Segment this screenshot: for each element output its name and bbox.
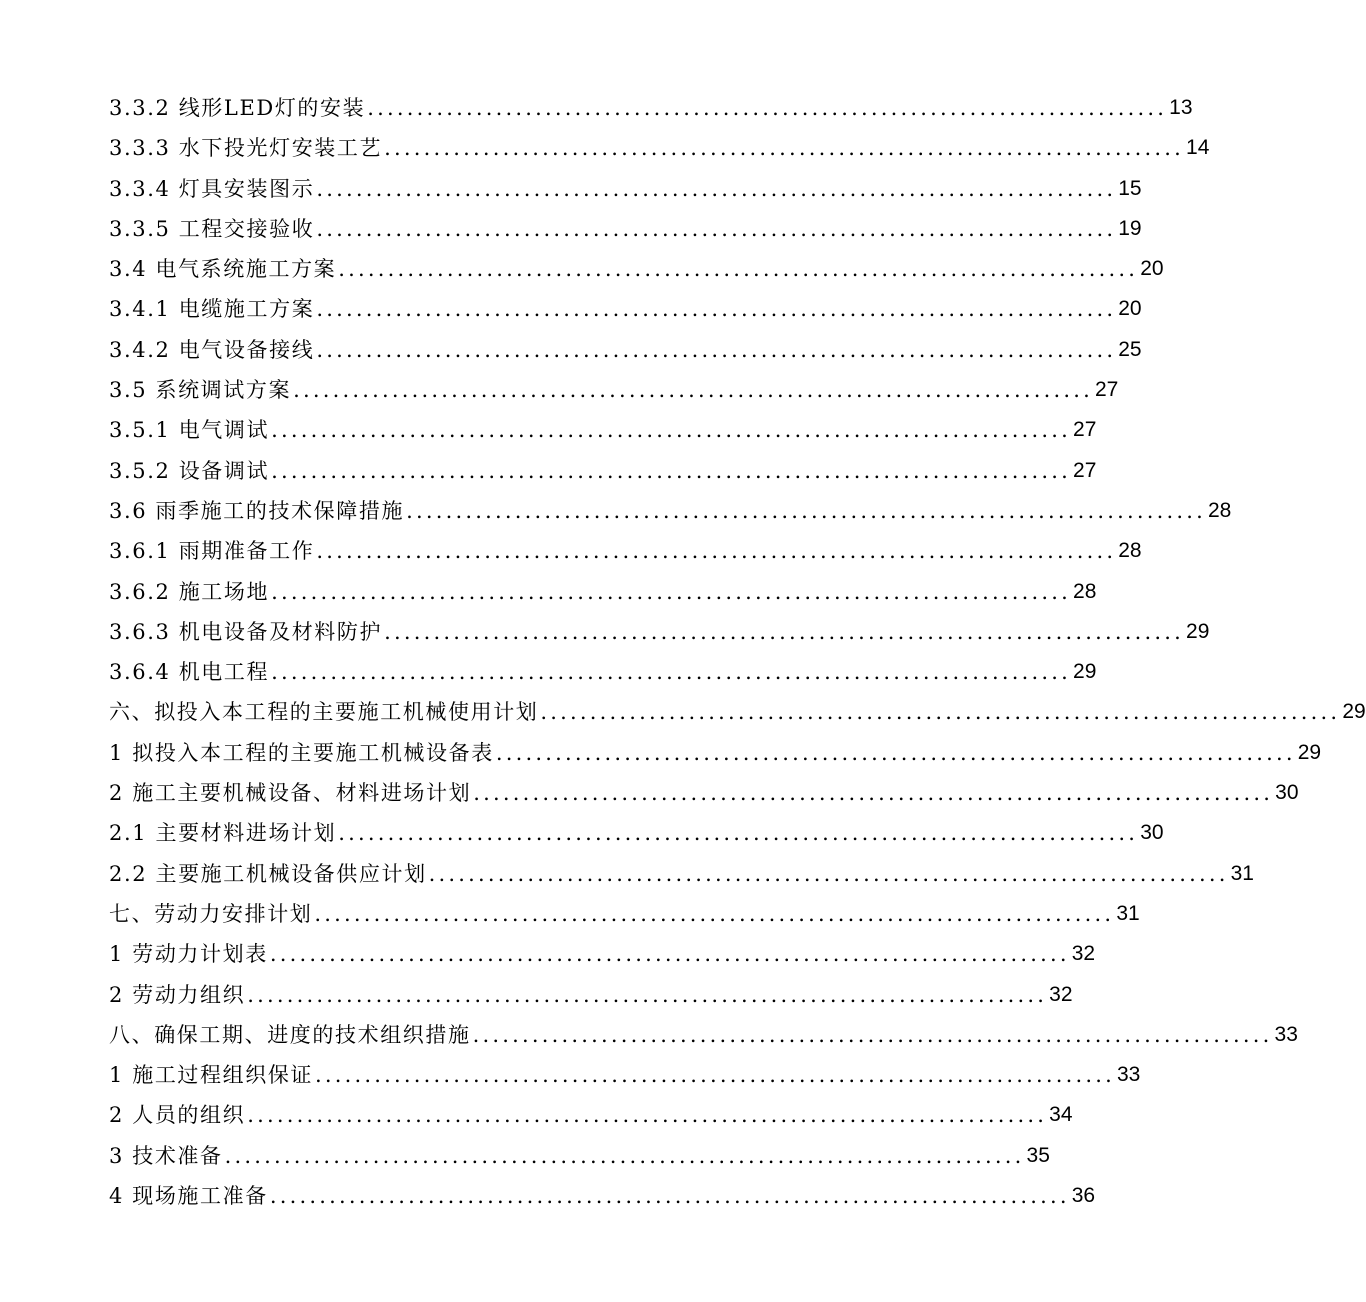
toc-dot-leader: ................................................................................. (314, 901, 1115, 926)
toc-entry-page: 30 (1140, 821, 1164, 845)
toc-entry-title: 2 施工主要机械设备、材料进场计划 (109, 781, 472, 806)
toc-dot-leader: ................................................................................. (293, 378, 1093, 403)
toc-dot-leader: ................................................................................. (495, 740, 1296, 765)
toc-dot-leader: ................................................................................. (316, 176, 1117, 201)
toc-entry-title: 3.3.2 线形LED灯的安装 (109, 96, 366, 120)
toc-entry-title: 3.3.3 水下投光灯安装工艺 (109, 136, 383, 161)
toc-entry-page: 15 (1118, 176, 1142, 200)
toc-entry[interactable] (109, 209, 1142, 249)
toc-entry-title: 七、劳动力安排计划 (109, 901, 313, 926)
toc-entry[interactable] (109, 289, 1142, 329)
toc-dot-leader: ................................................................................. (428, 861, 1229, 886)
toc-entry[interactable] (109, 451, 1097, 491)
toc-entry-page: 14 (1186, 136, 1210, 160)
toc-entry-title: 3.6.1 雨期准备工作 (109, 539, 315, 564)
toc-entry-title: 3.6 雨季施工的技术保障措施 (109, 498, 405, 523)
toc-entry-title: 1 拟投入本工程的主要施工机械设备表 (109, 740, 494, 765)
toc-entry-page: 19 (1118, 216, 1142, 240)
toc-entry-title: 3.4 电气系统施工方案 (109, 257, 337, 282)
toc-entry[interactable] (109, 1136, 1050, 1176)
toc-entry-title: 3.4.1 电缆施工方案 (109, 297, 315, 322)
toc-dot-leader: ................................................................................. (338, 821, 1139, 846)
toc-entry-title: 2 人员的组织 (109, 1103, 246, 1128)
toc-dot-leader: ................................................................................. (316, 337, 1117, 362)
toc-entry-page: 29 (1297, 740, 1322, 764)
toc-entry-page: 28 (1207, 498, 1232, 522)
toc-entry-page: 32 (1049, 982, 1073, 1006)
toc-entry[interactable] (109, 1015, 1298, 1055)
toc-entry-page: 32 (1071, 942, 1096, 966)
toc-entry[interactable] (109, 370, 1119, 410)
toc-entry[interactable] (109, 1176, 1096, 1216)
toc-entry-title: 1 劳动力计划表 (109, 942, 268, 967)
toc-dot-leader: ................................................................................. (473, 781, 1274, 806)
toc-entry[interactable] (109, 692, 1366, 732)
toc-entry[interactable] (109, 1095, 1073, 1135)
toc-entry-page: 33 (1274, 1022, 1298, 1046)
toc-entry[interactable] (109, 854, 1254, 894)
toc-entry[interactable] (109, 330, 1142, 370)
toc-entry-title: 3.6.2 施工场地 (109, 579, 270, 604)
toc-entry-page: 30 (1275, 781, 1299, 805)
toc-entry-page: 35 (1026, 1143, 1050, 1167)
toc-dot-leader: ................................................................................. (271, 458, 1072, 483)
toc-entry[interactable] (109, 894, 1140, 934)
toc-dot-leader: ................................................................................. (384, 136, 1185, 161)
toc-entry[interactable] (109, 410, 1097, 450)
toc-entry-page: 31 (1116, 901, 1140, 925)
toc-entry-title: 3.6.3 机电设备及材料防护 (109, 619, 383, 644)
toc-entry[interactable] (109, 813, 1164, 853)
toc-entry[interactable] (109, 249, 1164, 289)
toc-dot-leader: ................................................................................. (540, 700, 1341, 725)
toc-dot-leader: ................................................................................. (269, 942, 1070, 967)
toc-entry-page: 34 (1049, 1103, 1073, 1127)
toc-entry[interactable] (109, 975, 1073, 1015)
toc-entry-title: 3 技术准备 (109, 1143, 223, 1168)
toc-entry-title: 3.4.2 电气设备接线 (109, 337, 315, 362)
toc-entry-page: 36 (1071, 1184, 1096, 1208)
toc-entry-title: 八、确保工期、进度的技术组织措施 (109, 1022, 471, 1047)
toc-entry-page: 29 (1186, 619, 1210, 643)
toc-entry[interactable] (109, 169, 1142, 209)
toc-entry-title: 1 施工过程组织保证 (109, 1063, 314, 1088)
toc-dot-leader: ................................................................................. (316, 216, 1117, 241)
toc-entry-page: 13 (1169, 96, 1193, 119)
toc-entry-title: 3.3.4 灯具安装图示 (109, 176, 315, 201)
toc-dot-leader: ................................................................................. (269, 1184, 1070, 1209)
toc-entry[interactable] (109, 1055, 1141, 1095)
toc-dot-leader: ................................................................................. (315, 1063, 1115, 1088)
toc-entry[interactable] (109, 88, 1193, 128)
toc-entry-title: 2.1 主要材料进场计划 (109, 821, 337, 846)
toc-dot-leader: ................................................................................. (406, 498, 1206, 523)
toc-entry-page: 28 (1118, 539, 1142, 563)
toc-entry-title: 3.5.2 设备调试 (109, 458, 270, 483)
toc-dot-leader: ................................................................................. (224, 1143, 1025, 1168)
toc-entry-page: 25 (1118, 337, 1142, 361)
toc-entry[interactable] (109, 128, 1210, 168)
toc-dot-leader: ................................................................................. (247, 982, 1048, 1007)
toc-entry-title: 3.3.5 工程交接验收 (109, 216, 315, 241)
toc-dot-leader: ................................................................................. (384, 619, 1185, 644)
toc-entry[interactable] (109, 572, 1097, 612)
toc-entry-title: 六、拟投入本工程的主要施工机械使用计划 (109, 700, 539, 725)
toc-entry-page: 27 (1073, 418, 1097, 442)
toc-dot-leader: ................................................................................. (367, 96, 1168, 120)
toc-entry-page: 28 (1073, 579, 1097, 603)
toc-dot-leader: ................................................................................. (338, 257, 1139, 282)
toc-entry-title: 3.5 系统调试方案 (109, 378, 292, 403)
toc-entry-page: 29 (1073, 660, 1097, 684)
toc-entry-title: 3.5.1 电气调试 (109, 418, 270, 443)
toc-entry-page: 33 (1116, 1063, 1141, 1087)
toc-entry-page: 20 (1118, 297, 1142, 321)
toc-entry[interactable] (109, 652, 1097, 692)
toc-dot-leader: ................................................................................. (316, 539, 1117, 564)
toc-entry-title: 2 劳动力组织 (109, 982, 246, 1007)
toc-dot-leader: ................................................................................. (271, 418, 1072, 443)
toc-entry-title: 4 现场施工准备 (109, 1184, 268, 1209)
toc-entry-page: 31 (1230, 861, 1254, 885)
toc-entry-page: 29 (1342, 700, 1366, 724)
toc-entry[interactable] (109, 733, 1322, 773)
toc-entry-title: 2.2 主要施工机械设备供应计划 (109, 861, 427, 886)
toc-entry[interactable] (109, 612, 1210, 652)
toc-dot-leader: ................................................................................. (271, 660, 1072, 685)
toc-entry[interactable] (109, 491, 1232, 531)
toc-dot-leader: ................................................................................. (247, 1103, 1048, 1128)
toc-entry[interactable] (109, 773, 1299, 813)
toc-entry-page: 27 (1073, 458, 1097, 482)
toc-entry[interactable] (109, 531, 1142, 571)
toc-dot-leader: ................................................................................. (271, 579, 1072, 604)
table-of-contents (109, 88, 1366, 1216)
toc-entry[interactable] (109, 934, 1096, 974)
toc-dot-leader: ................................................................................. (472, 1022, 1273, 1047)
toc-entry-title: 3.6.4 机电工程 (109, 660, 270, 685)
toc-dot-leader: ................................................................................. (316, 297, 1117, 322)
toc-entry-page: 20 (1140, 257, 1164, 281)
toc-entry-page: 27 (1094, 378, 1119, 402)
